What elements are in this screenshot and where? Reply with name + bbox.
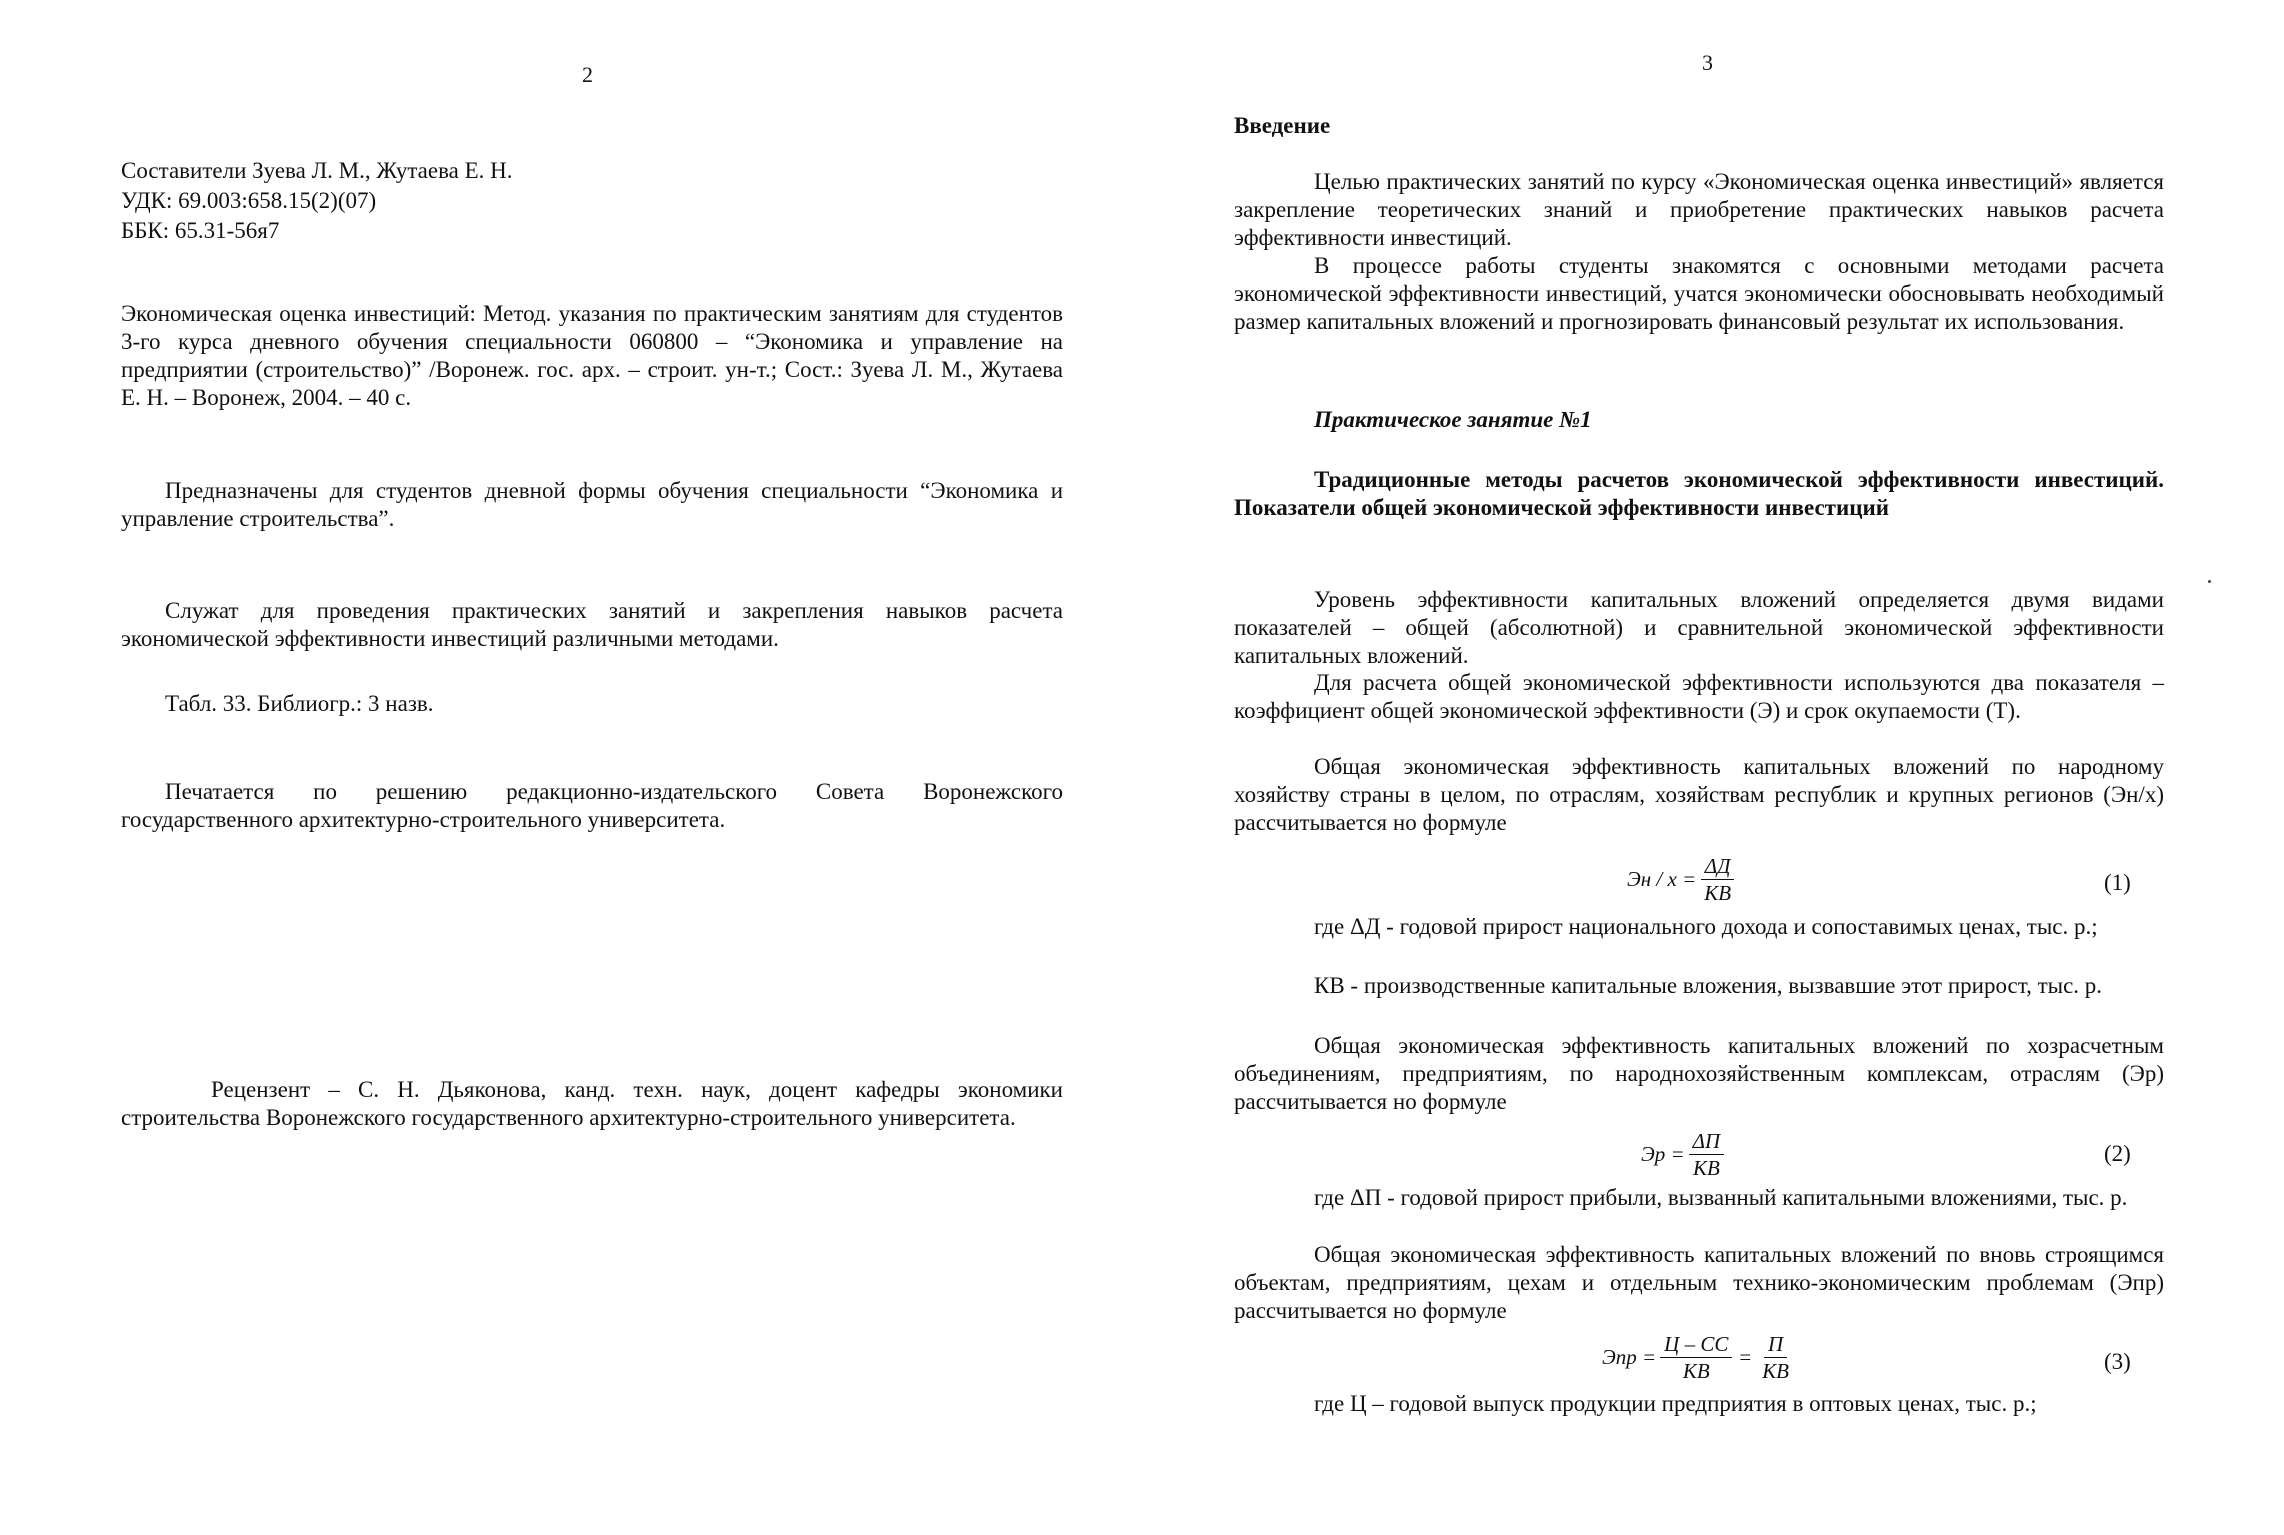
fraction (1758, 1333, 1793, 1382)
page-number: 3 (1702, 50, 1713, 75)
variable-definition: где ΔП - годовой прирост прибыли, вызванный капитальными вложениями, тыс. р. (1314, 1185, 2128, 1210)
formula-1 (1627, 855, 1739, 904)
formula-lhs: Эр = (1641, 1142, 1685, 1166)
formula-lhs: Эпр = (1602, 1345, 1657, 1369)
formula-lhs: Эн / х = (1627, 867, 1697, 891)
fraction-denominator: КВ (1704, 881, 1732, 905)
section-heading-introduction: Введение (1234, 113, 1331, 138)
variable-definition: где ΔД - годовой прирост национального дохода и сопоставимых ценах, тыс. р.; (1314, 914, 2098, 939)
fraction-denominator: КВ (1693, 1156, 1720, 1180)
variable-definition: где Ц – годовой выпуск продукции предприятия в оптовых ценах, тыс. р.; (1314, 1391, 2037, 1416)
fraction-numerator: Ц – СС (1660, 1333, 1732, 1358)
right-page (1142, 0, 2284, 1535)
bbk-line: ББК: 65.31-56я7 (121, 218, 280, 243)
tables-bibliography-note: Табл. 33. Библиогр.: 3 назв. (165, 691, 434, 716)
intro-paragraph: Целью практических занятий по курсу «Экономическая оценка инвестиций» является закрепление теоретических знаний и приобретение практических навыков расчета эффективности инвестиций. (1234, 169, 2164, 250)
purpose-paragraph: Предназначены для студентов дневной формы обучения специальности “Экономика и управление строительства”. (121, 478, 1063, 531)
equation-number: (2) (2104, 1141, 2131, 1166)
section-title: Традиционные методы расчетов экономической эффективности инвестиций. Показатели общей экономической эффективности инвестиций (1234, 467, 2164, 520)
reviewer-note: Рецензент – С. Н. Дьяконова, канд. техн. наук, доцент кафедры экономики строительства Воронежского государственного архитектурно-строительного университета. (121, 1077, 1063, 1130)
practice-heading: Практическое занятие №1 (1314, 407, 1592, 432)
page-number: 2 (582, 62, 593, 87)
formula-2 (1641, 1130, 1728, 1179)
formula-3 (1602, 1333, 1797, 1382)
equation-number: (1) (2104, 870, 2131, 895)
variable-definition: КВ - производственные капитальные вложения, вызвавшие этот прирост, тыс. р. (1314, 973, 2103, 998)
fraction-numerator: ΔП (1689, 1130, 1725, 1155)
usage-paragraph: Служат для проведения практических занятий и закрепления навыков расчета экономической эффективности инвестиций различными методами. (121, 598, 1063, 651)
fraction (1700, 855, 1735, 904)
fraction (1660, 1333, 1732, 1382)
publication-info (121, 156, 1063, 246)
body-paragraph: Уровень эффективности капитальных вложений определяется двумя видами показателей – общей (абсолютной) и сравнительной экономической эффективности капитальных вложений. (1234, 587, 2164, 668)
equation-number: (3) (2104, 1349, 2131, 1374)
body-paragraph: Общая экономическая эффективность капитальных вложений по хозрасчетным объединениям, предприятиям, по народнохозяйственным комплексам, отраслям (Эр) рассчитывается но формуле (1234, 1033, 2164, 1114)
body-paragraph: Общая экономическая эффективность капитальных вложений по народному хозяйству страны в целом, по отраслям, хозяйствам республик и крупных регионов (Эн/х) рассчитывается но формуле (1234, 754, 2164, 835)
fraction-denominator: КВ (1682, 1359, 1710, 1383)
body-paragraph: Общая экономическая эффективность капитальных вложений по вновь строящимся объектам, предприятиям, цехам и отдельным технико-экономическим проблемам (Эпр) рассчитывается но формуле (1234, 1242, 2164, 1323)
compilers-line: Составители Зуева Л. М., Жутаева Е. Н. (121, 158, 513, 183)
printing-approval-note: Печатается по решению редакционно-издательского Совета Воронежского государственного архитектурно-строительного университета. (121, 779, 1063, 832)
bibliographic-reference: Экономическая оценка инвестиций: Метод. указания по практическим занятиям для студентов 3-го курса дневного обучения специальности 060800 – “Экономика и управление на предприятии (строительство)” /Воронеж. гос. арх. – строит. ун-т.; Сост.: Зуева Л. М., Жутаева Е. Н. – Воронеж, 2004. – 40 с. (121, 301, 1063, 410)
intro-paragraph: В процессе работы студенты знакомятся с основными методами расчета экономической эффективности инвестиций, учатся экономически обосновывать необходимый размер капитальных вложений и прогнозировать финансовый результат их использования. (1234, 253, 2164, 334)
fraction-denominator: КВ (1762, 1359, 1789, 1383)
udk-line: УДК: 69.003:658.15(2)(07) (121, 188, 377, 213)
fraction-numerator: П (1764, 1333, 1787, 1358)
fraction (1689, 1130, 1725, 1179)
scan-speck (2208, 580, 2211, 583)
fraction-numerator: ΔД (1701, 855, 1735, 880)
body-paragraph: Для расчета общей экономической эффективности используются два показателя – коэффициент общей экономической эффективности (Э) и срок окупаемости (Т). (1234, 670, 2164, 723)
equals-sign: = (1739, 1345, 1752, 1369)
